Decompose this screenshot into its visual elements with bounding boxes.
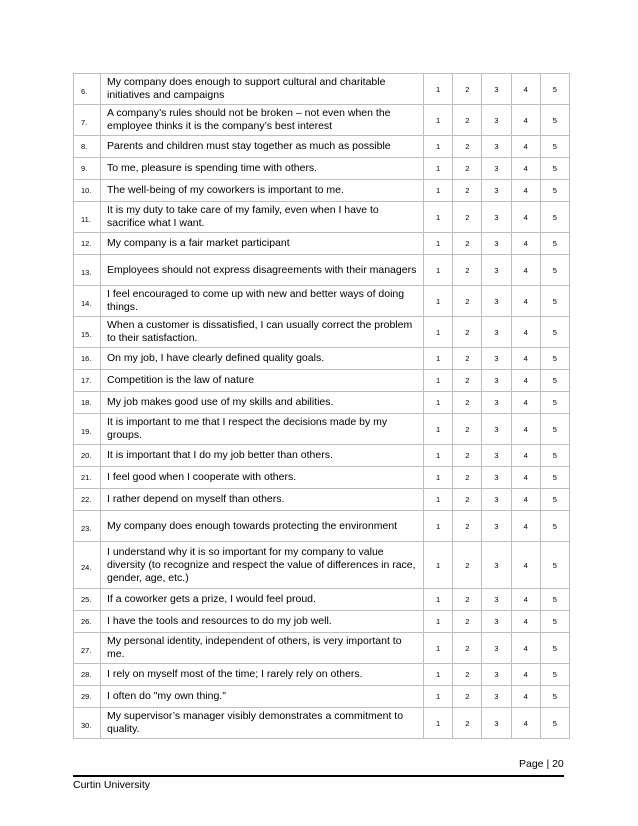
rating-option-4[interactable]: 4	[511, 392, 540, 414]
survey-row	[74, 202, 570, 233]
rating-option-4[interactable]: 4	[511, 74, 540, 105]
rating-option-2[interactable]: 2	[453, 74, 482, 105]
rating-option-3[interactable]: 3	[482, 445, 511, 467]
rating-option-1[interactable]: 1	[424, 511, 453, 542]
item-statement: My company is a fair market participant	[101, 233, 424, 255]
survey-row	[74, 589, 570, 611]
rating-option-5[interactable]: 5	[540, 664, 569, 686]
item-number: 14.	[74, 286, 101, 317]
rating-option-2[interactable]: 2	[453, 664, 482, 686]
rating-option-3[interactable]: 3	[482, 317, 511, 348]
rating-option-3[interactable]: 3	[482, 489, 511, 511]
survey-row	[74, 664, 570, 686]
rating-option-1[interactable]: 1	[424, 105, 453, 136]
item-number: 25.	[74, 589, 101, 611]
rating-option-3[interactable]: 3	[482, 467, 511, 489]
rating-option-4[interactable]: 4	[511, 686, 540, 708]
rating-option-3[interactable]: 3	[482, 392, 511, 414]
rating-option-5[interactable]: 5	[540, 105, 569, 136]
item-statement: On my job, I have clearly defined quality goals.	[101, 348, 424, 370]
rating-option-5[interactable]: 5	[540, 180, 569, 202]
footer-divider	[73, 775, 564, 777]
rating-option-2[interactable]: 2	[453, 255, 482, 286]
item-statement: The well-being of my coworkers is important to me.	[101, 180, 424, 202]
item-statement: I feel good when I cooperate with others.	[101, 467, 424, 489]
rating-option-2[interactable]: 2	[453, 633, 482, 664]
rating-option-4[interactable]: 4	[511, 664, 540, 686]
survey-row	[74, 158, 570, 180]
rating-option-1[interactable]: 1	[424, 445, 453, 467]
item-number: 27.	[74, 633, 101, 664]
rating-option-3[interactable]: 3	[482, 233, 511, 255]
rating-option-4[interactable]: 4	[511, 180, 540, 202]
rating-option-4[interactable]: 4	[511, 542, 540, 589]
rating-option-3[interactable]: 3	[482, 255, 511, 286]
rating-option-4[interactable]: 4	[511, 317, 540, 348]
survey-row	[74, 180, 570, 202]
rating-option-4[interactable]: 4	[511, 370, 540, 392]
item-statement: Competition is the law of nature	[101, 370, 424, 392]
rating-option-2[interactable]: 2	[453, 589, 482, 611]
item-statement: My personal identity, independent of others, is very important to me.	[101, 633, 424, 664]
rating-option-3[interactable]: 3	[482, 633, 511, 664]
rating-option-5[interactable]: 5	[540, 158, 569, 180]
survey-row	[74, 233, 570, 255]
rating-option-1[interactable]: 1	[424, 202, 453, 233]
item-number: 21.	[74, 467, 101, 489]
rating-option-1[interactable]: 1	[424, 664, 453, 686]
rating-option-4[interactable]: 4	[511, 589, 540, 611]
rating-option-5[interactable]: 5	[540, 414, 569, 445]
survey-row	[74, 317, 570, 348]
rating-option-4[interactable]: 4	[511, 414, 540, 445]
item-statement: To me, pleasure is spending time with others.	[101, 158, 424, 180]
rating-option-5[interactable]: 5	[540, 589, 569, 611]
survey-row	[74, 255, 570, 286]
item-statement: It is my duty to take care of my family, even when I have to sacrifice what I want.	[101, 202, 424, 233]
rating-option-3[interactable]: 3	[482, 542, 511, 589]
survey-row	[74, 414, 570, 445]
survey-row	[74, 542, 570, 589]
rating-option-4[interactable]: 4	[511, 105, 540, 136]
rating-option-3[interactable]: 3	[482, 664, 511, 686]
survey-row	[74, 74, 570, 105]
item-statement: I have the tools and resources to do my job well.	[101, 611, 424, 633]
survey-row	[74, 489, 570, 511]
rating-option-3[interactable]: 3	[482, 611, 511, 633]
rating-option-2[interactable]: 2	[453, 489, 482, 511]
rating-option-2[interactable]: 2	[453, 611, 482, 633]
rating-option-4[interactable]: 4	[511, 445, 540, 467]
rating-option-3[interactable]: 3	[482, 511, 511, 542]
rating-option-3[interactable]: 3	[482, 370, 511, 392]
rating-option-3[interactable]: 3	[482, 686, 511, 708]
item-statement: I rely on myself most of the time; I rarely rely on others.	[101, 664, 424, 686]
survey-row	[74, 467, 570, 489]
item-statement: It is important to me that I respect the decisions made by my groups.	[101, 414, 424, 445]
rating-option-5[interactable]: 5	[540, 489, 569, 511]
survey-row	[74, 348, 570, 370]
survey-table	[73, 73, 570, 739]
rating-option-4[interactable]: 4	[511, 467, 540, 489]
item-number: 19.	[74, 414, 101, 445]
rating-option-5[interactable]: 5	[540, 686, 569, 708]
rating-option-1[interactable]: 1	[424, 286, 453, 317]
rating-option-5[interactable]: 5	[540, 445, 569, 467]
rating-option-2[interactable]: 2	[453, 233, 482, 255]
rating-option-5[interactable]: 5	[540, 233, 569, 255]
page-number: Page | 20	[519, 758, 564, 770]
rating-option-3[interactable]: 3	[482, 414, 511, 445]
rating-option-4[interactable]: 4	[511, 511, 540, 542]
rating-option-1[interactable]: 1	[424, 317, 453, 348]
rating-option-4[interactable]: 4	[511, 233, 540, 255]
rating-option-2[interactable]: 2	[453, 370, 482, 392]
survey-row	[74, 370, 570, 392]
rating-option-5[interactable]: 5	[540, 542, 569, 589]
rating-option-5[interactable]: 5	[540, 255, 569, 286]
item-number: 7.	[74, 105, 101, 136]
rating-option-5[interactable]: 5	[540, 392, 569, 414]
item-statement: I rather depend on myself than others.	[101, 489, 424, 511]
rating-option-3[interactable]: 3	[482, 180, 511, 202]
rating-option-5[interactable]: 5	[540, 286, 569, 317]
rating-option-5[interactable]: 5	[540, 708, 569, 739]
rating-option-2[interactable]: 2	[453, 392, 482, 414]
survey-row	[74, 511, 570, 542]
rating-option-3[interactable]: 3	[482, 74, 511, 105]
item-statement: I understand why it is so important for my company to value diversity (to recognize and respect the value of differences in race, gender, age, etc.)	[101, 542, 424, 589]
rating-option-2[interactable]: 2	[453, 414, 482, 445]
rating-option-1[interactable]: 1	[424, 370, 453, 392]
survey-row	[74, 286, 570, 317]
rating-option-1[interactable]: 1	[424, 686, 453, 708]
item-statement: It is important that I do my job better than others.	[101, 445, 424, 467]
rating-option-1[interactable]: 1	[424, 633, 453, 664]
rating-option-2[interactable]: 2	[453, 467, 482, 489]
rating-option-1[interactable]: 1	[424, 180, 453, 202]
rating-option-1[interactable]: 1	[424, 74, 453, 105]
rating-option-5[interactable]: 5	[540, 611, 569, 633]
rating-option-2[interactable]: 2	[453, 180, 482, 202]
rating-option-1[interactable]: 1	[424, 542, 453, 589]
rating-option-5[interactable]: 5	[540, 348, 569, 370]
rating-option-2[interactable]: 2	[453, 105, 482, 136]
rating-option-4[interactable]: 4	[511, 136, 540, 158]
survey-row	[74, 708, 570, 739]
rating-option-1[interactable]: 1	[424, 158, 453, 180]
rating-option-3[interactable]: 3	[482, 708, 511, 739]
item-number: 29.	[74, 686, 101, 708]
survey-body	[74, 74, 570, 739]
rating-option-1[interactable]: 1	[424, 414, 453, 445]
rating-option-3[interactable]: 3	[482, 158, 511, 180]
rating-option-5[interactable]: 5	[540, 467, 569, 489]
rating-option-4[interactable]: 4	[511, 708, 540, 739]
rating-option-2[interactable]: 2	[453, 317, 482, 348]
rating-option-2[interactable]: 2	[453, 511, 482, 542]
rating-option-3[interactable]: 3	[482, 105, 511, 136]
item-number: 9.	[74, 158, 101, 180]
item-statement: Parents and children must stay together as much as possible	[101, 136, 424, 158]
rating-option-1[interactable]: 1	[424, 589, 453, 611]
rating-option-4[interactable]: 4	[511, 255, 540, 286]
survey-row	[74, 392, 570, 414]
rating-option-4[interactable]: 4	[511, 158, 540, 180]
item-number: 20.	[74, 445, 101, 467]
rating-option-2[interactable]: 2	[453, 348, 482, 370]
rating-option-5[interactable]: 5	[540, 317, 569, 348]
survey-row	[74, 105, 570, 136]
item-statement: Employees should not express disagreements with their managers	[101, 255, 424, 286]
item-statement: I often do "my own thing."	[101, 686, 424, 708]
rating-option-3[interactable]: 3	[482, 136, 511, 158]
footer-institution: Curtin University	[73, 779, 151, 791]
rating-option-5[interactable]: 5	[540, 202, 569, 233]
rating-option-2[interactable]: 2	[453, 158, 482, 180]
item-statement: My company does enough towards protecting the environment	[101, 511, 424, 542]
item-statement: My job makes good use of my skills and abilities.	[101, 392, 424, 414]
rating-option-5[interactable]: 5	[540, 511, 569, 542]
item-statement: A company’s rules should not be broken – not even when the employee thinks it is the company’s best interest	[101, 105, 424, 136]
item-number: 18.	[74, 392, 101, 414]
item-number: 24.	[74, 542, 101, 589]
rating-option-4[interactable]: 4	[511, 611, 540, 633]
item-statement: I feel encouraged to come up with new and better ways of doing things.	[101, 286, 424, 317]
item-number: 10.	[74, 180, 101, 202]
rating-option-4[interactable]: 4	[511, 348, 540, 370]
rating-option-2[interactable]: 2	[453, 286, 482, 317]
rating-option-2[interactable]: 2	[453, 445, 482, 467]
rating-option-1[interactable]: 1	[424, 489, 453, 511]
survey-row	[74, 686, 570, 708]
rating-option-4[interactable]: 4	[511, 633, 540, 664]
rating-option-2[interactable]: 2	[453, 136, 482, 158]
survey-row	[74, 445, 570, 467]
rating-option-1[interactable]: 1	[424, 136, 453, 158]
rating-option-5[interactable]: 5	[540, 74, 569, 105]
rating-option-4[interactable]: 4	[511, 489, 540, 511]
rating-option-3[interactable]: 3	[482, 589, 511, 611]
item-number: 30.	[74, 708, 101, 739]
rating-option-1[interactable]: 1	[424, 611, 453, 633]
rating-option-2[interactable]: 2	[453, 202, 482, 233]
rating-option-2[interactable]: 2	[453, 542, 482, 589]
rating-option-5[interactable]: 5	[540, 633, 569, 664]
item-statement: If a coworker gets a prize, I would feel proud.	[101, 589, 424, 611]
item-number: 11.	[74, 202, 101, 233]
rating-option-1[interactable]: 1	[424, 708, 453, 739]
survey-row	[74, 633, 570, 664]
item-number: 26.	[74, 611, 101, 633]
item-number: 15.	[74, 317, 101, 348]
survey-row	[74, 611, 570, 633]
rating-option-1[interactable]: 1	[424, 348, 453, 370]
item-number: 22.	[74, 489, 101, 511]
item-number: 13.	[74, 255, 101, 286]
item-statement: My supervisor’s manager visibly demonstrates a commitment to quality.	[101, 708, 424, 739]
rating-option-5[interactable]: 5	[540, 136, 569, 158]
rating-option-1[interactable]: 1	[424, 255, 453, 286]
rating-option-4[interactable]: 4	[511, 202, 540, 233]
item-number: 23.	[74, 511, 101, 542]
rating-option-5[interactable]: 5	[540, 370, 569, 392]
survey-row	[74, 136, 570, 158]
rating-option-4[interactable]: 4	[511, 286, 540, 317]
rating-option-1[interactable]: 1	[424, 233, 453, 255]
item-statement: When a customer is dissatisfied, I can usually correct the problem to their satisfaction.	[101, 317, 424, 348]
rating-option-3[interactable]: 3	[482, 348, 511, 370]
item-number: 17.	[74, 370, 101, 392]
item-number: 12.	[74, 233, 101, 255]
item-number: 8.	[74, 136, 101, 158]
item-number: 28.	[74, 664, 101, 686]
rating-option-1[interactable]: 1	[424, 467, 453, 489]
item-number: 16.	[74, 348, 101, 370]
rating-option-1[interactable]: 1	[424, 392, 453, 414]
rating-option-3[interactable]: 3	[482, 286, 511, 317]
rating-option-2[interactable]: 2	[453, 686, 482, 708]
item-statement: My company does enough to support cultural and charitable initiatives and campaigns	[101, 74, 424, 105]
rating-option-3[interactable]: 3	[482, 202, 511, 233]
rating-option-2[interactable]: 2	[453, 708, 482, 739]
item-number: 6.	[74, 74, 101, 105]
